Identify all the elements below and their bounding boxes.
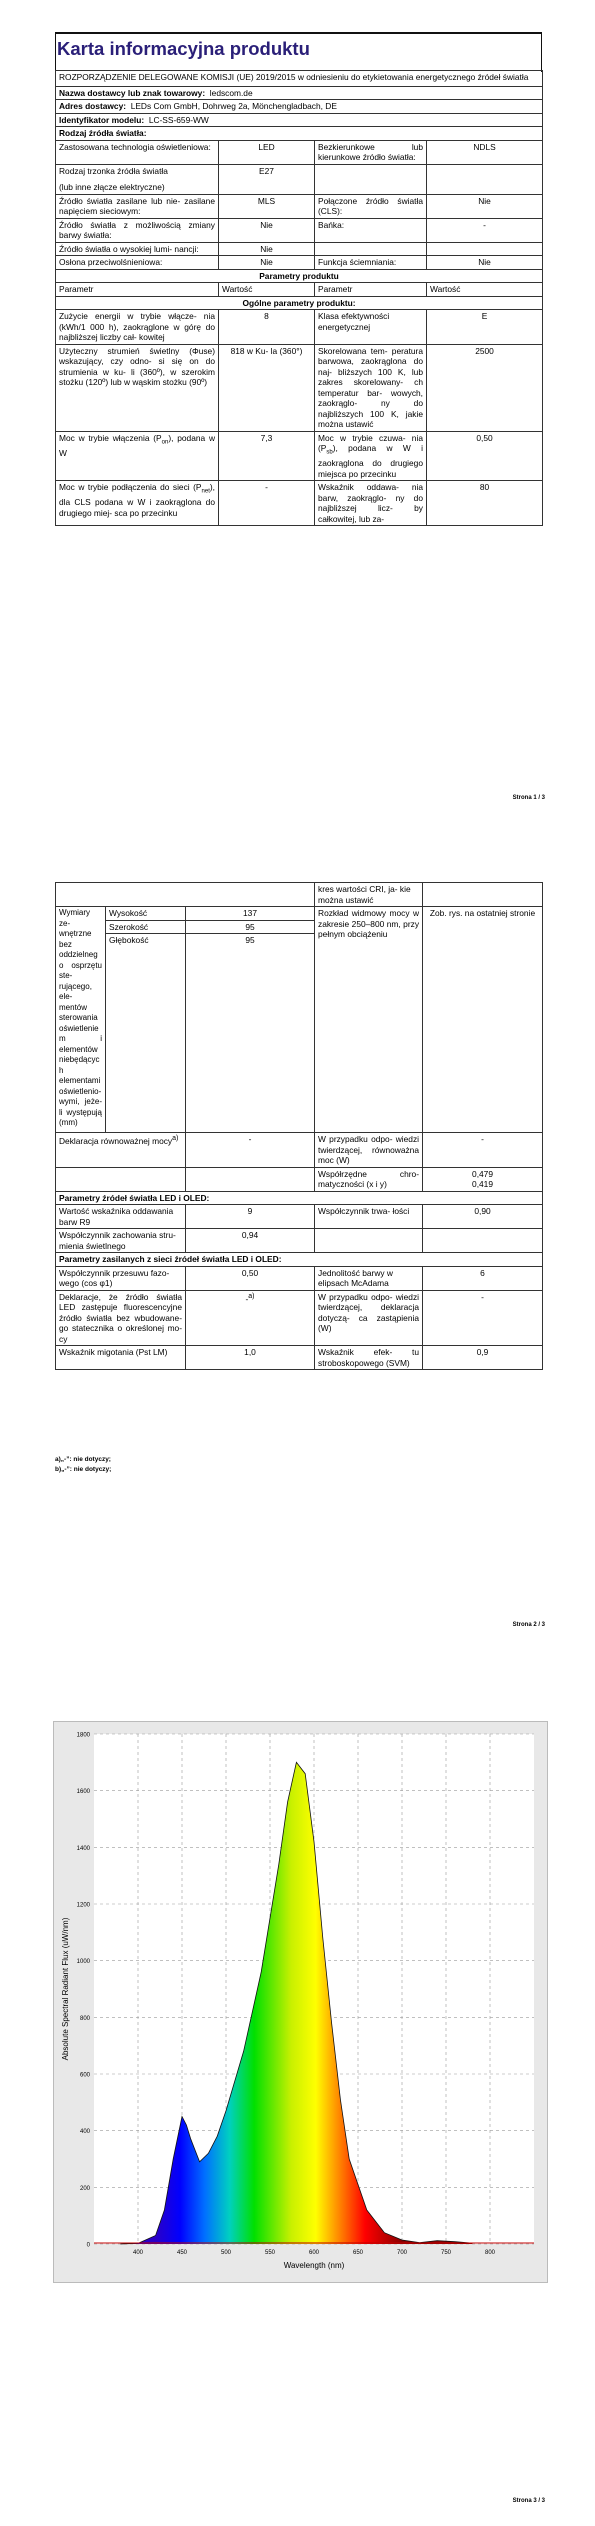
x-tick-label: 800 xyxy=(484,2250,496,2256)
equivalent-power-detail-label: W przypadku odpo- wiedzi twierdzącej, równoważna moc (W) xyxy=(315,1133,423,1168)
model-value: LC-SS-659-WW xyxy=(148,114,209,125)
cct-value: 2500 xyxy=(427,344,543,431)
networked-power-value: - xyxy=(219,481,315,526)
title-border-right xyxy=(541,32,542,72)
color-consistency-label: Jednolitość barwy w elipsach McAdama xyxy=(315,1266,423,1290)
energy-consumption-label: Zużycie energii w trybie włącze- nia (kWh/1 000 h), zaokrąglone w górę do najbliższej liczby cał- kowitej xyxy=(56,310,219,345)
empty-cell xyxy=(427,164,543,194)
empty-cell xyxy=(315,1229,423,1253)
cap-type-label-1: Rodzaj trzonka źródła światła xyxy=(59,165,168,176)
mains-params-header: Parametry zasilanych z sieci źródeł światła LED i OLED: xyxy=(56,1253,543,1267)
survival-factor-label: Współczynnik trwa- łości xyxy=(315,1205,423,1229)
dimmable-label: Funkcja ściemniania: xyxy=(315,256,427,270)
energy-class-label: Klasa efektywności energetycznej xyxy=(315,310,427,345)
product-info-table xyxy=(55,70,543,526)
footnotes xyxy=(55,1455,111,1475)
on-mode-power-value: 7,3 xyxy=(219,431,315,481)
dimmable-value: Nie xyxy=(427,256,543,270)
spectral-distribution-label: Rozkład widmowy mocy w zakresie 250–800 nm, przy pełnym obciążeniu xyxy=(315,907,423,1133)
spectral-chart-frame xyxy=(53,1721,548,2283)
y-tick-label: 0 xyxy=(86,2242,90,2249)
tunable-label: Źródło światła z możliwością zmiany barwy światła: xyxy=(56,218,219,242)
x-axis-label: Wavelength (nm) xyxy=(283,2261,345,2270)
empty-cell xyxy=(423,883,543,907)
standby-power-text: Moc w trybie czuwa- nia (P xyxy=(318,432,423,453)
high-luminance-label: Źródło światła o wysokiej lumi- nancji: xyxy=(56,242,219,256)
y-tick-label: 400 xyxy=(79,2129,90,2136)
x-tick-labels xyxy=(133,2250,496,2256)
high-luminance-value: Nie xyxy=(219,242,315,256)
power-factor-value: 0,50 xyxy=(186,1266,315,1290)
col-param: Parametr xyxy=(56,283,219,297)
title-border xyxy=(55,32,541,34)
source-type-header: Rodzaj źródła światła: xyxy=(56,127,543,141)
standby-power-label xyxy=(315,431,427,481)
fluorescent-replacement-value xyxy=(186,1290,315,1346)
regulation-text: ROZPORZĄDZENIE DELEGOWANE KOMISJI (UE) 2019/2015 w odniesieniu do etykietowania energetycznego źródeł światła xyxy=(56,71,543,87)
page-number-2: Strona 2 / 3 xyxy=(512,1622,545,1628)
address-value: LEDs Com GmbH, Dohrweg 2a, Mönchengladbach, DE xyxy=(130,101,337,111)
r9-label: Wartość wskaźnika oddawania barw R9 xyxy=(56,1205,186,1229)
width-label: Szerokość xyxy=(106,920,186,934)
cri-label: Wskaźnik oddawa- nia barw, zaokrąglo- ny do najbliższej licz- by całkowitej, lub za- xyxy=(315,481,427,526)
technology-label: Zastosowana technologia oświetleniowa: xyxy=(56,140,219,164)
mains-label: Źródło światła zasilane lub nie- zasilane napięciem sieciowym: xyxy=(56,194,219,218)
luminous-flux-label: Użyteczny strumień świetlny (Φuse) wskazujący, czy odno- si się on do strumienia w ku- li (360º), w szerokim stożku (120º) lub w wąskim stożku (90º) xyxy=(56,344,219,431)
page-3 xyxy=(0,1670,595,2526)
cri-value: 80 xyxy=(427,481,543,526)
empty-cell xyxy=(315,164,427,194)
equivalent-power-detail-value: - xyxy=(423,1133,543,1168)
y-tick-label: 1400 xyxy=(76,1845,90,1852)
cls-value: Nie xyxy=(427,194,543,218)
cap-type-label xyxy=(56,164,219,194)
x-tick-label: 500 xyxy=(220,2250,232,2256)
y-tick-label: 800 xyxy=(79,2015,90,2022)
standby-power-text-2: ), podana w W i zaokrąglona do drugiego miejsca po przecinku xyxy=(318,443,423,479)
networked-power-sub: net xyxy=(201,488,210,495)
supplier-value: ledscom.de xyxy=(209,87,253,98)
footnote-marker: a) xyxy=(248,1292,255,1300)
y-tick-label: 600 xyxy=(79,2072,90,2079)
empty-cell xyxy=(423,1229,543,1253)
on-mode-power-text-2: ), podana w W xyxy=(59,432,216,458)
model-row xyxy=(56,113,543,127)
anti-glare-label: Osłona przeciwolśnieniowa: xyxy=(56,256,219,270)
survival-factor-value: 0,90 xyxy=(423,1205,543,1229)
empty-cell xyxy=(427,242,543,256)
cri-label-continued: kres wartości CRI, ja- kie można ustawić xyxy=(315,883,423,907)
document-title: Karta informacyjna produktu xyxy=(57,38,310,59)
spectral-chart xyxy=(54,1722,547,2282)
color-consistency-value: 6 xyxy=(423,1266,543,1290)
flicker-value: 1,0 xyxy=(186,1346,315,1370)
model-label: Identyfikator modelu: xyxy=(59,114,145,125)
stroboscopic-value: 0,9 xyxy=(423,1346,543,1370)
x-tick-label: 450 xyxy=(176,2250,188,2256)
chromaticity-y: 0,419 xyxy=(472,1179,493,1189)
page-1 xyxy=(0,0,595,830)
address-row xyxy=(56,100,543,114)
networked-power-text: Moc w trybie podłączenia do sieci (P xyxy=(59,482,202,493)
led-params-header: Parametry źródeł światła LED i OLED: xyxy=(56,1191,543,1205)
x-tick-label: 700 xyxy=(396,2250,408,2256)
x-tick-label: 750 xyxy=(440,2250,452,2256)
product-info-table-continued xyxy=(55,882,543,1370)
flicker-label: Wskaźnik migotania (Pst LM) xyxy=(56,1346,186,1370)
y-tick-label: 1000 xyxy=(76,1959,90,1966)
empty-cell xyxy=(56,1167,186,1191)
equivalent-power-value: - xyxy=(186,1133,315,1168)
x-tick-label: 650 xyxy=(352,2250,364,2256)
fluorescent-replacement-label: Deklaracje, że źródło światła LED zastępuje fluorescencyjne źródło światła bez wbudowane- go statecznika o określonej mo- cy xyxy=(56,1290,186,1346)
footnote-marker: a) xyxy=(172,1135,179,1142)
on-mode-power-sub: on xyxy=(161,439,169,446)
y-tick-label: 1600 xyxy=(76,1789,90,1796)
lumen-maintenance-value: 0,94 xyxy=(186,1229,315,1253)
equivalent-power-label xyxy=(56,1133,186,1168)
empty-cell xyxy=(56,883,315,907)
cap-type-label-2: (lub inne złącze elektryczne) xyxy=(59,182,165,192)
cct-label: Skorelowana tem- peratura barwowa, zaokrąglona do naj- bliższych 100 K, lub zakres skorelowany- ch temperatur bar- wowych, zaokrąglo- ny do najbliższych 100 K, jakie można ustawić xyxy=(315,344,427,431)
supplier-row xyxy=(56,86,543,100)
y-axis-label: Absolute Spectral Radiant Flux (uW/nm) xyxy=(61,1917,70,2061)
lumen-maintenance-label: Współczynnik zachowania stru- mienia świetlnego xyxy=(56,1229,186,1253)
power-factor-label: Współczynnik przesuwu fazo- wego (cos φ1) xyxy=(56,1266,186,1290)
chromaticity-label: Współrzędne chro- matyczności (x i y) xyxy=(315,1167,423,1191)
r9-value: 9 xyxy=(186,1205,315,1229)
page-number-3: Strona 3 / 3 xyxy=(512,2498,545,2504)
y-tick-label: 200 xyxy=(79,2185,90,2192)
energy-consumption-value: 8 xyxy=(219,310,315,345)
replacement-claim-value: - xyxy=(423,1290,543,1346)
mains-value: MLS xyxy=(219,194,315,218)
empty-cell xyxy=(186,1167,315,1191)
y-tick-label: 1800 xyxy=(76,1732,90,1739)
x-tick-label: 400 xyxy=(132,2250,144,2256)
y-tick-label: 1200 xyxy=(76,1902,90,1909)
page-2 xyxy=(0,840,595,1660)
tunable-value: Nie xyxy=(219,218,315,242)
luminous-flux-value: 818 w Ku- la (360°) xyxy=(219,344,315,431)
envelope-value: - xyxy=(427,218,543,242)
stroboscopic-label: Wskaźnik efek- tu stroboskopowego (SVM) xyxy=(315,1346,423,1370)
col-value-2: Wartość xyxy=(427,283,543,297)
directional-value: NDLS xyxy=(427,140,543,164)
supplier-label: Nazwa dostawcy lub znak towarowy: xyxy=(59,87,206,98)
footnote-a: a)„-”: nie dotyczy; xyxy=(55,1456,111,1463)
title-border-left xyxy=(55,32,56,72)
footnote-b: b)„-”: nie dotyczy; xyxy=(55,1466,112,1473)
general-params-header: Ogólne parametry produktu: xyxy=(56,296,543,310)
envelope-label: Bańka: xyxy=(315,218,427,242)
chromaticity-x: 0,479 xyxy=(472,1168,493,1179)
col-param-2: Parametr xyxy=(315,283,427,297)
energy-class-value: E xyxy=(427,310,543,345)
page-number-1: Strona 1 / 3 xyxy=(512,795,545,801)
standby-power-value: 0,50 xyxy=(427,431,543,481)
chromaticity-value xyxy=(423,1167,543,1191)
dimensions-label: Wymiary ze- wnętrzne bez oddzielnego osprzętu ste- rującego, ele- mentów sterowania oświetleniem i elementów niebędących elementami oświetlenio- wymi, jeże- li występują (mm) xyxy=(56,907,106,1133)
on-mode-power-text: Moc w trybie włączenia (P xyxy=(59,432,162,443)
networked-power-text-2: ), dla CLS podana w W i zaokrąglona do drugiego miej- sca po przecinku xyxy=(59,482,215,518)
technology-value: LED xyxy=(219,140,315,164)
networked-power-label xyxy=(56,481,219,526)
x-tick-label: 550 xyxy=(264,2250,276,2256)
empty-cell xyxy=(315,242,427,256)
standby-power-sub: sb xyxy=(326,449,333,456)
x-tick-label: 600 xyxy=(308,2250,320,2256)
height-label: Wysokość xyxy=(106,907,186,921)
height-value: 137 xyxy=(186,907,315,921)
anti-glare-value: Nie xyxy=(219,256,315,270)
spectral-distribution-value: Zob. rys. na ostatniej stronie xyxy=(423,907,543,1133)
width-value: 95 xyxy=(186,920,315,934)
directional-label: Bezkierunkowe lub kierunkowe źródło światła: xyxy=(315,140,427,164)
cls-label: Połączone źródło światła (CLS): xyxy=(315,194,427,218)
fluorescent-replacement-text: - xyxy=(245,1293,249,1304)
y-tick-labels xyxy=(77,1733,91,2249)
depth-value: 95 xyxy=(186,934,315,1133)
replacement-claim-label: W przypadku odpo- wiedzi twierdzącej, deklaracja dotyczą- ca zastąpienia (W) xyxy=(315,1290,423,1346)
equivalent-power-text: Deklaracja równoważnej mocy xyxy=(59,1135,173,1146)
on-mode-power-label xyxy=(56,431,219,481)
depth-label: Głębokość xyxy=(106,934,186,1133)
cap-type-value: E27 xyxy=(219,164,315,194)
params-header: Parametry produktu xyxy=(56,269,543,283)
col-value: Wartość xyxy=(219,283,315,297)
address-label: Adres dostawcy: xyxy=(59,101,127,111)
